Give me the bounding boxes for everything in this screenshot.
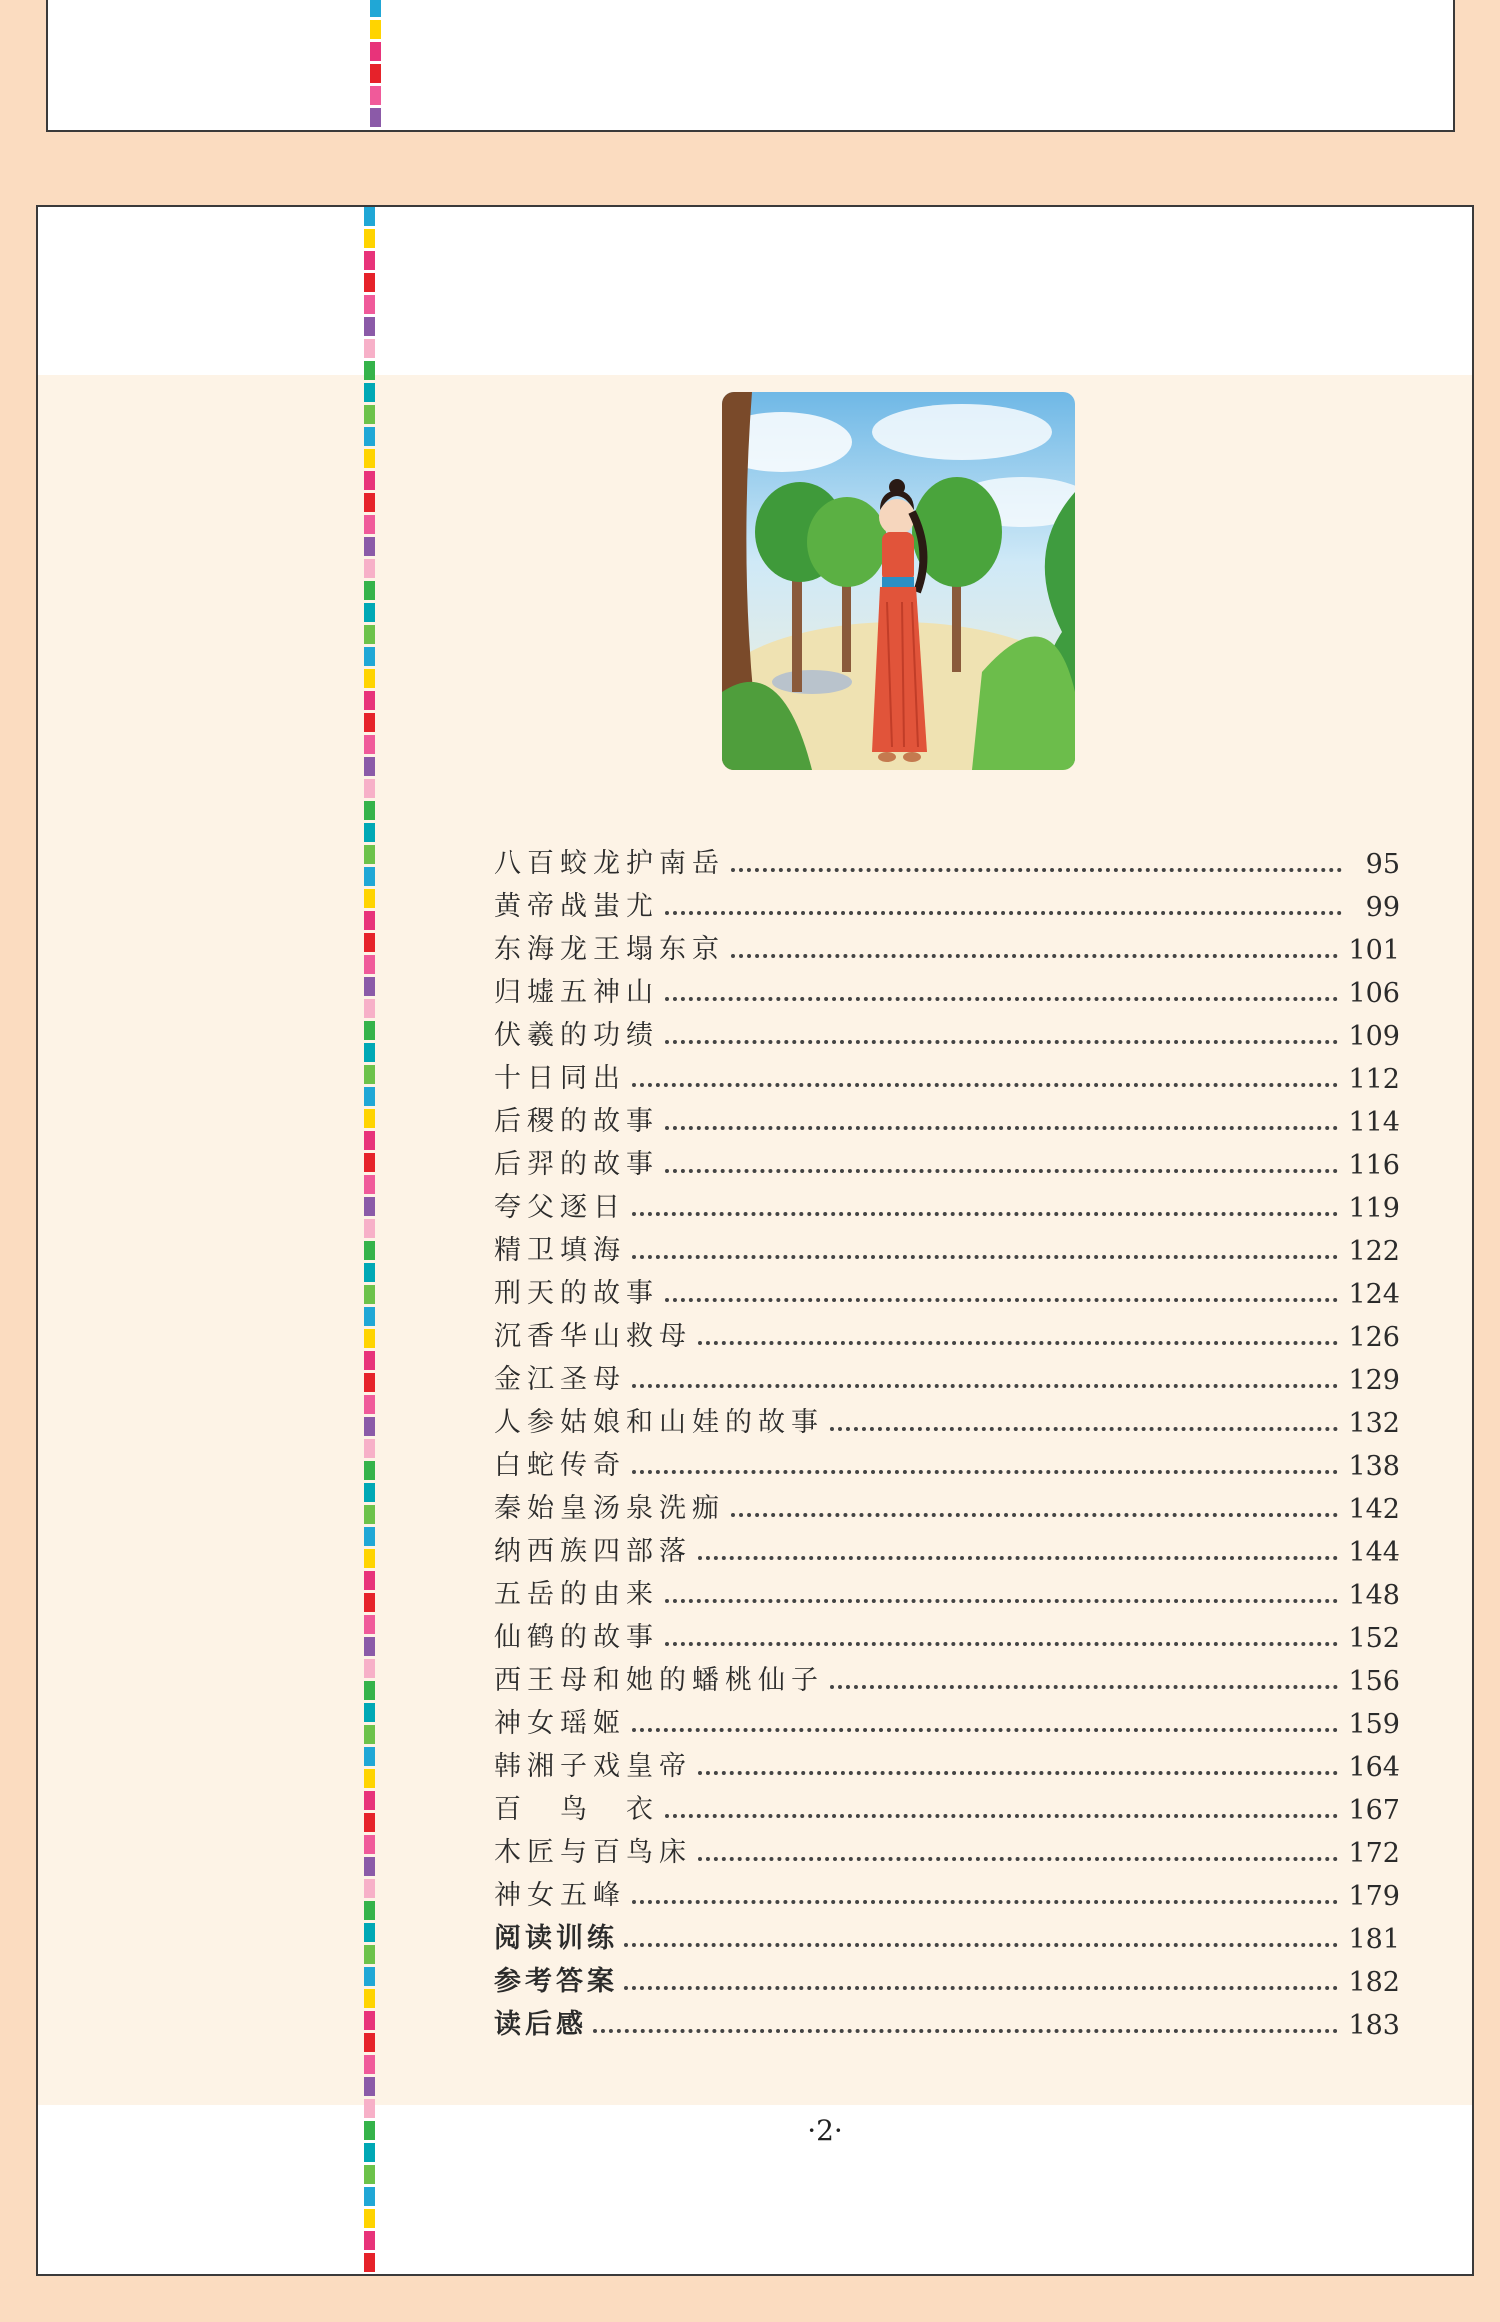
stripe-segment	[364, 1065, 375, 1084]
stripe-segment	[364, 779, 375, 798]
toc-entry-title: 西王母和她的蟠桃仙子	[494, 1665, 824, 1696]
toc-entry[interactable]	[494, 1697, 1400, 1740]
stripe-segment	[364, 1747, 375, 1766]
toc-entry[interactable]	[494, 880, 1400, 923]
stripe-segment	[364, 801, 375, 820]
stripe-segment	[370, 0, 381, 17]
toc-entry-title: 参考答案	[494, 1966, 618, 1997]
stripe-segment	[364, 207, 375, 226]
toc-entry-page: 119	[1348, 1193, 1400, 1224]
toc-entry-page: 129	[1348, 1365, 1400, 1396]
stripe-segment	[364, 2077, 375, 2096]
stripe-segment	[364, 1461, 375, 1480]
dot-leader	[665, 1599, 1338, 1603]
dot-leader	[665, 1126, 1338, 1130]
toc-entry-page: 152	[1348, 1623, 1400, 1654]
dot-leader	[665, 1169, 1338, 1173]
stripe-segment	[364, 1285, 375, 1304]
stripe-segment	[364, 823, 375, 842]
stripe-segment	[364, 2275, 375, 2276]
dot-leader	[830, 1427, 1338, 1431]
stripe-segment	[364, 229, 375, 248]
stripe-segment	[364, 493, 375, 512]
toc-entry[interactable]	[494, 1740, 1400, 1783]
stripe-segment	[364, 1505, 375, 1524]
stripe-segment	[364, 1945, 375, 1964]
stripe-segment	[364, 1373, 375, 1392]
stripe-segment	[364, 999, 375, 1018]
page-number: ·2·	[807, 2114, 843, 2147]
toc-entry[interactable]	[494, 1095, 1400, 1138]
stripe-segment	[364, 603, 375, 622]
toc-entry[interactable]	[494, 1267, 1400, 1310]
toc-entry-title: 秦始皇汤泉洗痂	[494, 1493, 725, 1524]
toc-entry[interactable]	[494, 1783, 1400, 1826]
stripe-segment	[364, 1571, 375, 1590]
stripe-segment	[364, 361, 375, 380]
toc-entry[interactable]	[494, 966, 1400, 1009]
stripe-segment	[364, 1153, 375, 1172]
stripe-segment	[364, 339, 375, 358]
stripe-segment	[364, 2209, 375, 2228]
stripe-segment	[364, 1219, 375, 1238]
toc-entry-title: 韩湘子戏皇帝	[494, 1751, 692, 1782]
toc-entry-title: 伏羲的功绩	[494, 1020, 659, 1051]
stripe-segment	[364, 1593, 375, 1612]
dot-leader	[632, 1728, 1338, 1732]
stripe-segment	[364, 1329, 375, 1348]
toc-entry-title: 仙鹤的故事	[494, 1622, 659, 1653]
toc-entry[interactable]	[494, 1869, 1400, 1912]
dot-leader	[665, 1814, 1338, 1818]
dot-leader	[731, 868, 1342, 872]
stripe-segment	[364, 1109, 375, 1128]
stripe-segment	[364, 1483, 375, 1502]
dot-leader	[698, 1771, 1338, 1775]
stripe-segment	[364, 383, 375, 402]
toc-entry-title: 百 鸟 衣	[494, 1794, 659, 1825]
toc-entry-page: 183	[1348, 2010, 1400, 2041]
dot-leader	[593, 2029, 1338, 2033]
toc-entry-title: 归墟五神山	[494, 977, 659, 1008]
stripe-segment	[364, 735, 375, 754]
stripe-segment	[364, 1131, 375, 1150]
stripe-segment	[364, 515, 375, 534]
toc-entry-title: 金江圣母	[494, 1364, 626, 1395]
toc-entry-title: 后稷的故事	[494, 1106, 659, 1137]
stripe-segment	[364, 1087, 375, 1106]
toc-entry[interactable]	[494, 1568, 1400, 1611]
dot-leader	[624, 1943, 1338, 1947]
toc-entry[interactable]	[494, 1181, 1400, 1224]
dot-leader	[731, 1513, 1338, 1517]
toc-entry-title: 白蛇传奇	[494, 1450, 626, 1481]
dot-leader	[665, 1040, 1338, 1044]
stripe-segment	[364, 1263, 375, 1282]
dot-leader	[731, 954, 1338, 958]
stripe-segment	[370, 130, 381, 132]
toc-entry-title: 神女瑶姬	[494, 1708, 626, 1739]
dot-leader	[632, 1083, 1338, 1087]
toc-entry-title: 阅读训练	[494, 1923, 618, 1954]
toc-entry-page: 95	[1365, 849, 1400, 880]
toc-entry-page: 142	[1348, 1494, 1400, 1525]
stripe-segment	[364, 1175, 375, 1194]
stripe-segment	[364, 427, 375, 446]
toc-entry[interactable]	[494, 837, 1400, 880]
stripe-segment	[364, 1351, 375, 1370]
table-of-contents	[494, 837, 1400, 2041]
stripe-segment	[364, 1967, 375, 1986]
stripe-segment	[364, 911, 375, 930]
stripe-segment	[364, 625, 375, 644]
toc-entry-page: 148	[1348, 1580, 1400, 1611]
toc-entry-title: 人参姑娘和山娃的故事	[494, 1407, 824, 1438]
stripe-segment	[364, 1417, 375, 1436]
stripe-segment	[364, 273, 375, 292]
stripe-segment	[364, 2231, 375, 2250]
stripe-segment	[364, 1835, 375, 1854]
stripe-segment	[364, 2187, 375, 2206]
stripe-segment	[364, 1197, 375, 1216]
toc-entry[interactable]	[494, 1310, 1400, 1353]
stripe-segment	[364, 1703, 375, 1722]
stripe-segment	[364, 317, 375, 336]
stripe-segment	[364, 1879, 375, 1898]
stripe-segment	[364, 933, 375, 952]
stripe-segment	[364, 251, 375, 270]
previous-page-fragment	[46, 0, 1455, 132]
stripe-segment	[364, 1989, 375, 2008]
stripe-segment	[364, 1043, 375, 1062]
dot-leader	[665, 911, 1342, 915]
toc-entry-page: 182	[1348, 1967, 1400, 1998]
dot-leader	[632, 1255, 1338, 1259]
dot-leader	[698, 1857, 1338, 1861]
toc-entry-page: 181	[1348, 1924, 1400, 1955]
toc-entry[interactable]	[494, 1482, 1400, 1525]
dot-leader	[624, 1986, 1338, 1990]
stripe-segment	[364, 1439, 375, 1458]
stripe-segment	[370, 64, 381, 83]
dot-leader	[632, 1212, 1338, 1216]
toc-entry-page: 172	[1348, 1838, 1400, 1869]
stripe-segment	[364, 977, 375, 996]
stripe-segment	[364, 1791, 375, 1810]
dot-leader	[698, 1341, 1338, 1345]
toc-entry[interactable]	[494, 1224, 1400, 1267]
toc-entry-title: 夸父逐日	[494, 1192, 626, 1223]
toc-entry-page: 144	[1348, 1537, 1400, 1568]
stripe-segment	[364, 1307, 375, 1326]
toc-entry-title: 东海龙王塌东京	[494, 934, 725, 965]
stripe-segment	[364, 889, 375, 908]
stripe-segment	[364, 669, 375, 688]
stripe-segment	[364, 2253, 375, 2272]
toc-entry-page: 132	[1348, 1408, 1400, 1439]
toc-entry[interactable]	[494, 1353, 1400, 1396]
stripe-segment	[364, 647, 375, 666]
dot-leader	[632, 1900, 1338, 1904]
toc-entry[interactable]	[494, 1439, 1400, 1482]
toc-entry[interactable]	[494, 1955, 1400, 1998]
stripe-segment	[364, 691, 375, 710]
stripe-segment	[370, 86, 381, 105]
toc-entry[interactable]	[494, 1912, 1400, 1955]
stripe-segment	[364, 295, 375, 314]
toc-entry-page: 112	[1348, 1064, 1400, 1095]
dot-leader	[632, 1470, 1338, 1474]
toc-entry-title: 精卫填海	[494, 1235, 626, 1266]
stripe-segment	[364, 1901, 375, 1920]
stripe-segment	[364, 581, 375, 600]
girl-in-forest-icon	[722, 392, 1075, 770]
stripe-segment	[364, 537, 375, 556]
stripe-segment	[364, 1637, 375, 1656]
stripe-segment	[364, 2165, 375, 2184]
dot-leader	[665, 1298, 1338, 1302]
stripe-segment	[364, 405, 375, 424]
toc-entry-title: 八百蛟龙护南岳	[494, 848, 725, 879]
stripe-segment	[364, 449, 375, 468]
toc-entry-page: 126	[1348, 1322, 1400, 1353]
stripe-segment	[364, 1725, 375, 1744]
dot-leader	[698, 1556, 1338, 1560]
stripe-segment	[370, 42, 381, 61]
toc-entry-page: 159	[1348, 1709, 1400, 1740]
stripe-segment	[370, 108, 381, 127]
toc-entry-page: 156	[1348, 1666, 1400, 1697]
toc-entry-title: 刑天的故事	[494, 1278, 659, 1309]
toc-entry[interactable]	[494, 1138, 1400, 1181]
toc-entry[interactable]	[494, 1611, 1400, 1654]
stripe-segment	[364, 1241, 375, 1260]
dot-leader	[665, 1642, 1338, 1646]
toc-entry-page: 124	[1348, 1279, 1400, 1310]
dot-leader	[665, 997, 1338, 1001]
stripe-segment	[370, 20, 381, 39]
stripe-segment	[364, 955, 375, 974]
toc-entry[interactable]	[494, 923, 1400, 966]
color-stripe-top	[370, 0, 381, 132]
toc-entry-title: 读后感	[494, 2009, 587, 2040]
stripe-segment	[364, 713, 375, 732]
toc-entry-page: 138	[1348, 1451, 1400, 1482]
toc-entry-page: 109	[1348, 1021, 1400, 1052]
stripe-segment	[364, 1857, 375, 1876]
toc-entry-page: 179	[1348, 1881, 1400, 1912]
stripe-segment	[364, 471, 375, 490]
dot-leader	[632, 1384, 1338, 1388]
stripe-segment	[364, 1659, 375, 1678]
stripe-segment	[364, 2011, 375, 2030]
toc-entry-page: 164	[1348, 1752, 1400, 1783]
toc-entry-title: 黄帝战蚩尤	[494, 891, 659, 922]
stripe-segment	[364, 1395, 375, 1414]
toc-entry-title: 十日同出	[494, 1063, 626, 1094]
stripe-segment	[364, 1549, 375, 1568]
toc-entry-page: 122	[1348, 1236, 1400, 1267]
dot-leader	[830, 1685, 1338, 1689]
stripe-segment	[364, 867, 375, 886]
toc-entry-title: 木匠与百鸟床	[494, 1837, 692, 1868]
stripe-segment	[364, 1021, 375, 1040]
stripe-segment	[364, 845, 375, 864]
stripe-segment	[364, 757, 375, 776]
toc-entry-title: 纳西族四部落	[494, 1536, 692, 1567]
toc-entry-page: 114	[1348, 1107, 1400, 1138]
stripe-segment	[364, 559, 375, 578]
toc-entry[interactable]	[494, 1396, 1400, 1439]
toc-entry-page: 99	[1365, 892, 1400, 923]
stripe-segment	[364, 1527, 375, 1546]
toc-entry-title: 后羿的故事	[494, 1149, 659, 1180]
toc-entry-title: 沉香华山救母	[494, 1321, 692, 1352]
toc-entry-page: 101	[1348, 935, 1400, 966]
toc-entry[interactable]	[494, 1826, 1400, 1869]
toc-entry[interactable]	[494, 1525, 1400, 1568]
toc-page	[36, 205, 1474, 2276]
illustration-girl-in-forest	[722, 392, 1075, 770]
stripe-segment	[364, 2033, 375, 2052]
toc-entry[interactable]	[494, 1998, 1400, 2041]
toc-entry-page: 106	[1348, 978, 1400, 1009]
toc-entry-page: 116	[1348, 1150, 1400, 1181]
stripe-segment	[364, 2055, 375, 2074]
toc-entry-title: 五岳的由来	[494, 1579, 659, 1610]
stripe-segment	[364, 1615, 375, 1634]
stripe-segment	[364, 1923, 375, 1942]
stripe-segment	[364, 1813, 375, 1832]
toc-entry-page: 167	[1348, 1795, 1400, 1826]
stripe-segment	[364, 1681, 375, 1700]
stripe-segment	[364, 1769, 375, 1788]
toc-entry[interactable]	[494, 1654, 1400, 1697]
color-stripe-main	[364, 207, 375, 2276]
toc-entry[interactable]	[494, 1009, 1400, 1052]
toc-entry-title: 神女五峰	[494, 1880, 626, 1911]
toc-entry[interactable]	[494, 1052, 1400, 1095]
